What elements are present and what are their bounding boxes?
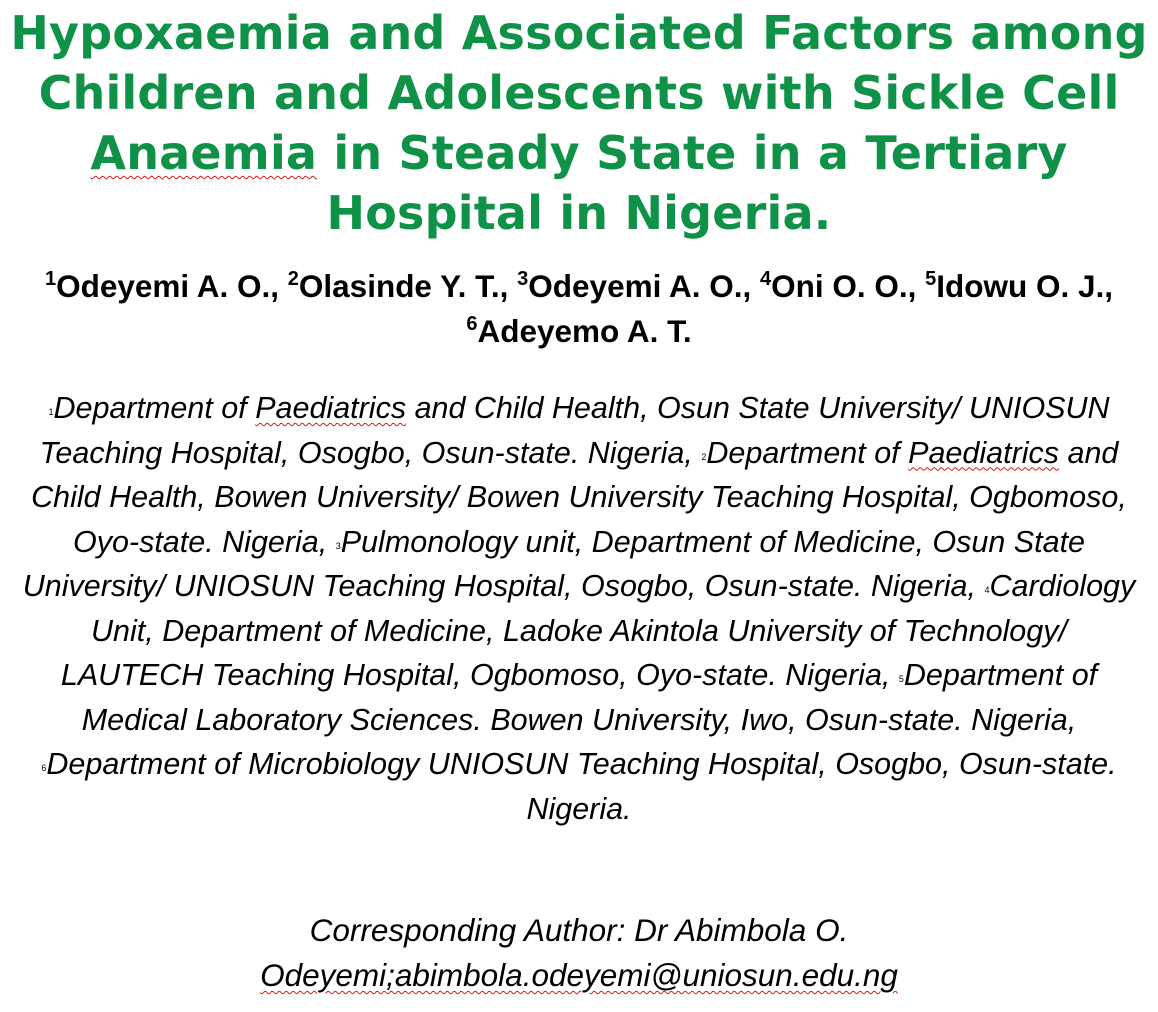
author-superscript: 6 (466, 313, 478, 335)
author-superscript: 1 (45, 268, 57, 290)
affiliation-2-post: and Child Health, Bowen University/ Bowen University Teaching Hospital, Ogbomoso, Oyo-state. Nigeria, (31, 435, 1127, 559)
author-5 (925, 268, 1113, 304)
title-flagged-word: Anaemia (90, 125, 318, 180)
author-3 (517, 268, 760, 304)
affiliation-3: Pulmonology unit, Department of Medicine, Osun State University/ UNIOSUN Teaching Hospital, Osogbo, Osun-state. Nigeria, (22, 524, 1086, 603)
author-1 (45, 268, 288, 304)
author-superscript: 4 (759, 268, 772, 290)
author-name: Idowu O. J., (936, 268, 1113, 304)
affiliation-superscript-3: 3 (335, 540, 341, 551)
title-text-3: in Steady State in a Tertiary Hospital in Nigeria. (317, 125, 1068, 240)
author-name: Odeyemi A. O., (528, 268, 760, 304)
affiliation-1-post: and Child Health, Osun State University/ UNIOSUN Teaching Hospital, Osogbo, Osun-state. Nigeria, (39, 391, 1110, 470)
affiliation-block (18, 386, 1140, 831)
author-name: Oni O. O., (771, 268, 926, 304)
author-list (20, 264, 1138, 354)
affiliation-4: Cardiology Unit, Department of Medicine, Ladoke Akintola University of Technology/ LAUTECH Teaching Hospital, Ogbomoso, Oyo-state. Nigeria, (60, 569, 1136, 692)
corresponding-author (0, 908, 1158, 998)
affiliation-superscript-4: 4 (984, 585, 990, 595)
author-2 (288, 268, 517, 304)
affiliation-6: Department of Microbiology UNIOSUN Teaching Hospital, Osogbo, Osun-state. Nigeria. (46, 747, 1117, 826)
title-text-1: Hypoxaemia and Associated Factors among Children and Adolescents with Sickle Cell (10, 5, 1148, 120)
affiliation-2-pre: Department of (706, 435, 909, 470)
affiliation-superscript-1: 1 (48, 407, 54, 417)
affiliation-2-flagged-word: Paediatrics (908, 435, 1060, 470)
author-name: Adeyemo A. T. (477, 313, 692, 349)
affiliation-1-flagged-word: Paediatrics (255, 391, 407, 425)
author-superscript: 3 (517, 268, 529, 290)
author-superscript: 5 (925, 268, 937, 290)
author-6 (466, 313, 691, 349)
corresponding-author-email-text: Odeyemi;abimbola.odeyemi@uniosun.edu.ng (260, 957, 898, 993)
affiliation-superscript-5: 5 (898, 674, 904, 684)
author-name: Olasinde Y. T., (298, 268, 518, 304)
author-superscript: 2 (287, 268, 299, 290)
affiliation-superscript-6: 6 (41, 763, 47, 773)
affiliation-1-pre: Department of (53, 391, 256, 425)
paper-title (0, 3, 1158, 243)
corresponding-author-line: Corresponding Author: Dr Abimbola O. (309, 912, 849, 948)
author-4 (760, 268, 925, 304)
corresponding-author-email (0, 953, 1158, 998)
author-name: Odeyemi A. O., (56, 268, 288, 304)
affiliation-5: Department of Medical Laboratory Sciences. Bowen University, Iwo, Osun-state. Nigeria, (81, 658, 1098, 737)
affiliation-superscript-2: 2 (701, 451, 707, 462)
